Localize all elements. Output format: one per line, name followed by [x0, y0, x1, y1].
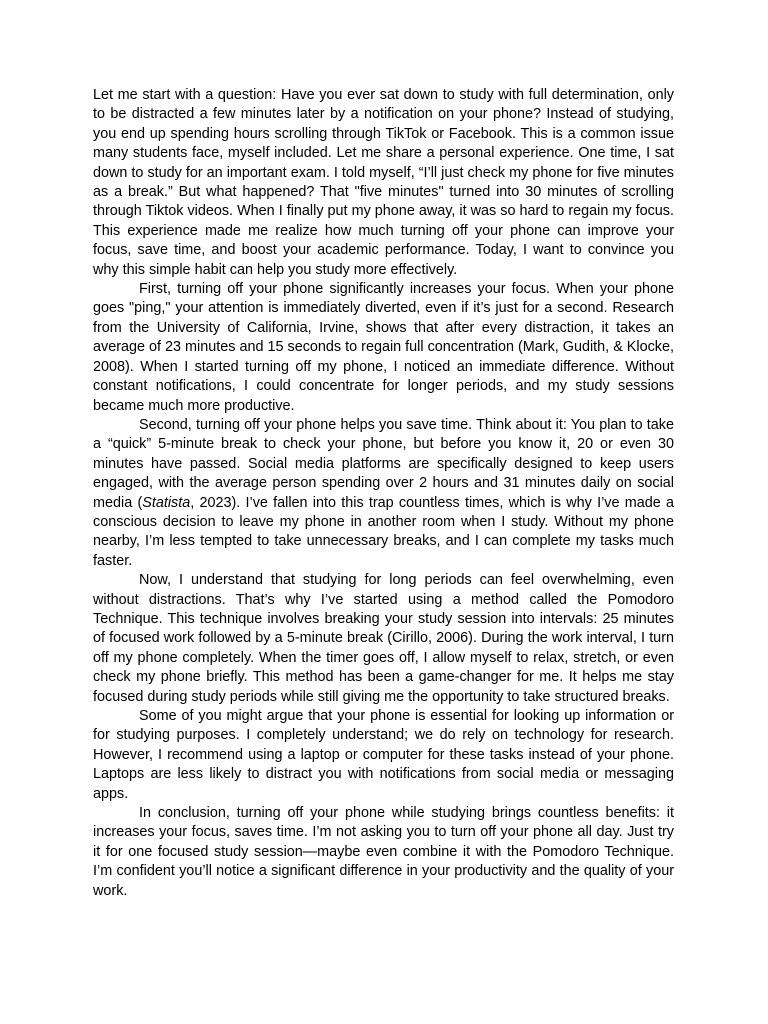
paragraph-conclusion: [93, 804, 674, 901]
paragraph-counterargument: [93, 707, 674, 804]
paragraph-text: In conclusion, turning off your phone while studying brings countless benefits: it increases your focus, saves time. I’m not asking you to turn off your phone all day. Just try it for one focused study session—maybe even combine it with the Pomodoro Technique. I’m confident you’ll notice a significant difference in your productivity and the quality of your work.: [93, 805, 674, 899]
paragraph-text: Let me start with a question: Have you ever sat down to study with full determination, only to be distracted a few minutes later by a notification on your phone? Instead of studying, you end up spending hours scrolling through TikTok or Facebook. This is a common issue many students face, myself included. Let me share a personal experience. One time, I sat down to study for an important exam. I told myself, “I’ll just check my phone for five minutes as a break.” But what happened? That "five minutes" turned into 30 minutes of scrolling through Tiktok videos. When I finally put my phone away, it was so hard to regain my focus. This experience made me realize how much turning off your phone can improve your focus, save time, and boost your academic performance. Today, I want to convince you why this simple habit can help you study more effectively.: [93, 87, 674, 278]
paragraph-pomodoro: [93, 571, 674, 707]
paragraph-focus: [93, 280, 674, 416]
paragraph-save-time: [93, 416, 674, 571]
paragraph-text: Second, turning off your phone helps you save time. Think about it: You plan to take a “quick” 5-minute break to check your phone, but before you know it, 20 or even 30 minutes have passed. Social media platforms are specifically designed to keep users engaged, with the average person spending over 2 hours and 31 minutes daily on social media (: [93, 416, 674, 511]
paragraph-introduction: [93, 86, 674, 280]
paragraph-text: , 2023). I’ve fallen into this trap countless times, which is why I’ve made a conscious decision to leave my phone in another room when I study. Without my phone nearby, I’m less tempted to take unnecessary breaks, and I can complete my tasks much faster.: [93, 494, 674, 569]
paragraph-text: Some of you might argue that your phone is essential for looking up information or for studying purposes. I completely understand; we do rely on technology for research. However, I recommend using a laptop or computer for these tasks instead of your phone. Laptops are less likely to distract you with notifications from social media or messaging apps.: [93, 708, 674, 802]
paragraph-text: Now, I understand that studying for long periods can feel overwhelming, even without distractions. That’s why I’ve started using a method called the Pomodoro Technique. This technique involves breaking your study session into intervals: 25 minutes of focused work followed by a 5-minute break (Cirillo, 2006). During the work interval, I turn off my phone completely. When the timer goes off, I allow myself to relax, stretch, or even check my phone briefly. This method has been a game-changer for me. It helps me stay focused during study periods while still giving me the opportunity to take structured breaks.: [93, 572, 674, 705]
paragraph-text: First, turning off your phone significantly increases your focus. When your phone goes "ping," your attention is immediately diverted, even if it’s just for a second. Research from the University of California, Irvine, shows that after every distraction, it takes an average of 23 minutes and 15 seconds to regain full concentration (Mark, Gudith, & Klocke, 2008). When I started turning off my phone, I noticed an immediate difference. Without constant notifications, I could concentrate for longer periods, and my study sessions became much more productive.: [93, 281, 674, 414]
citation-source-italic: Statista: [142, 494, 191, 511]
document-body: [93, 86, 674, 901]
